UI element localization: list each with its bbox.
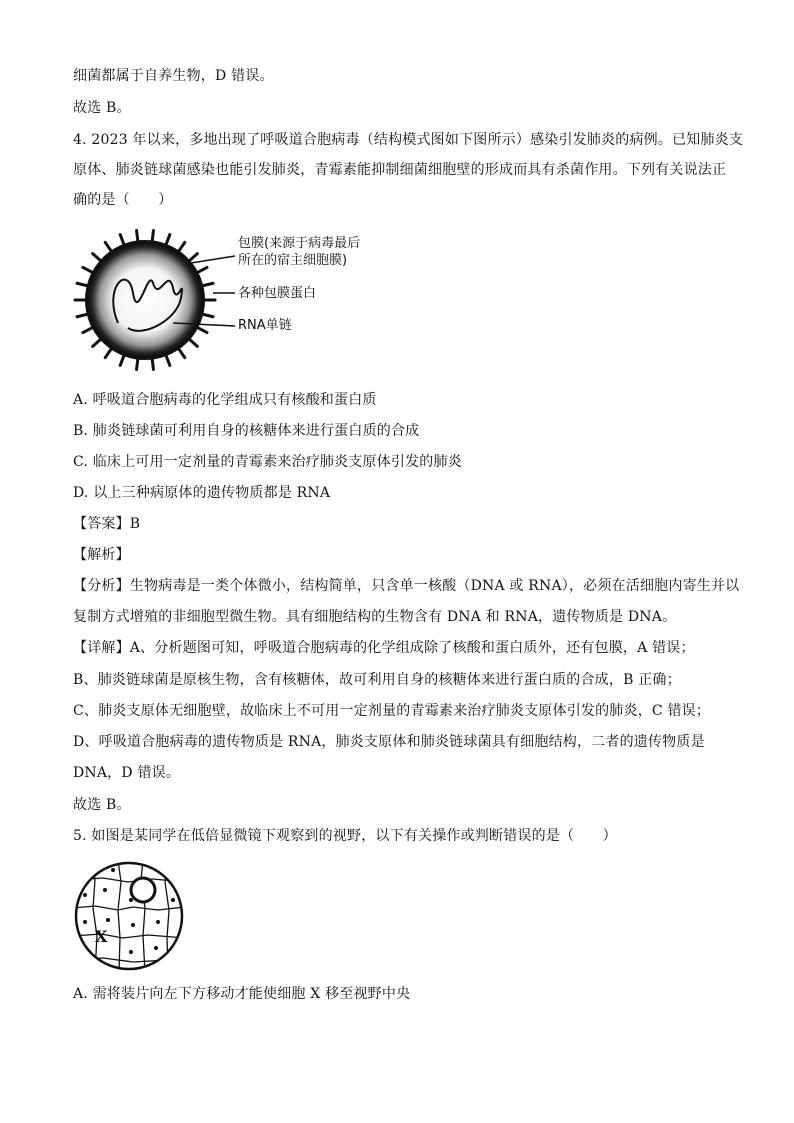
analysis-line: 复制方式增殖的非细胞型微生物。具有细胞结构的生物含有 DNA 和 RNA，遗传物质是 DNA。 [73, 609, 677, 625]
question-5-stem: 5. 如图是某同学在低倍显微镜下观察到的视野，以下有关操作或判断错误的是（ ） [73, 828, 617, 844]
analysis-line: 【详解】A、分析题图可知，呼吸道合胞病毒的化学组成除了核酸和蛋白质外，还有包膜，A 错误； [73, 640, 695, 656]
label-envelope-cont: 所在的宿主细胞膜) [238, 253, 348, 268]
microscope-field-figure [73, 860, 185, 972]
question-5-option-a: A. 需将装片向左下方移动才能使细胞 X 移至视野中央 [73, 986, 411, 1002]
cell-x-label: X [95, 927, 108, 946]
option-c: C. 临床上可用一定剂量的青霉素来治疗肺炎支原体引发的肺炎 [73, 454, 462, 470]
option-d: D. 以上三种病原体的遗传物质都是 RNA [73, 485, 331, 501]
answer-line: 【答案】B [73, 516, 141, 532]
question-4-stem: 确的是（ ） [73, 192, 173, 208]
analysis-line: 故选 B。 [73, 797, 131, 813]
question-4-stem: 4. 2023 年以来，多地出现了呼吸道合胞病毒（结构模式图如下图所示）感染引发肺炎的病例。已知肺炎支 [73, 132, 744, 148]
analysis-line: DNA，D 错误。 [73, 765, 181, 781]
label-rna: RNA单链 [238, 318, 292, 333]
analysis-line: B、肺炎链球菌是原核生物，含有核糖体，故可利用自身的核糖体来进行蛋白质的合成，B 正确； [73, 672, 681, 688]
analysis-line: D、呼吸道合胞病毒的遗传物质是 RNA，肺炎支原体和肺炎链球菌具有细胞结构，二者的遗传物质是 [73, 734, 705, 750]
question-4-stem: 原体、肺炎链球菌感染也能引发肺炎，青霉素能抑制细菌细胞壁的形成而具有杀菌作用。下列有关说法正 [73, 162, 727, 178]
analysis-title: 【解析】 [73, 547, 130, 563]
text-line: 故选 B。 [73, 100, 131, 116]
analysis-line: C、肺炎支原体无细胞壁，故临床上不可用一定剂量的青霉素来治疗肺炎支原体引发的肺炎，C 错误； [73, 703, 711, 719]
option-a: A. 呼吸道合胞病毒的化学组成只有核酸和蛋白质 [73, 392, 377, 408]
text-line: 细菌都属于自养生物，D 错误。 [73, 68, 274, 84]
label-envelope: 包膜(来源于病毒最后 [238, 236, 361, 251]
option-b: B. 肺炎链球菌可利用自身的核糖体来进行蛋白质的合成 [73, 423, 420, 439]
analysis-line: 【分析】生物病毒是一类个体微小，结构简单，只含单一核酸（DNA 或 RNA），必须在活细胞内寄生并以 [73, 578, 740, 594]
label-envelope-proteins: 各种包膜蛋白 [238, 286, 317, 301]
